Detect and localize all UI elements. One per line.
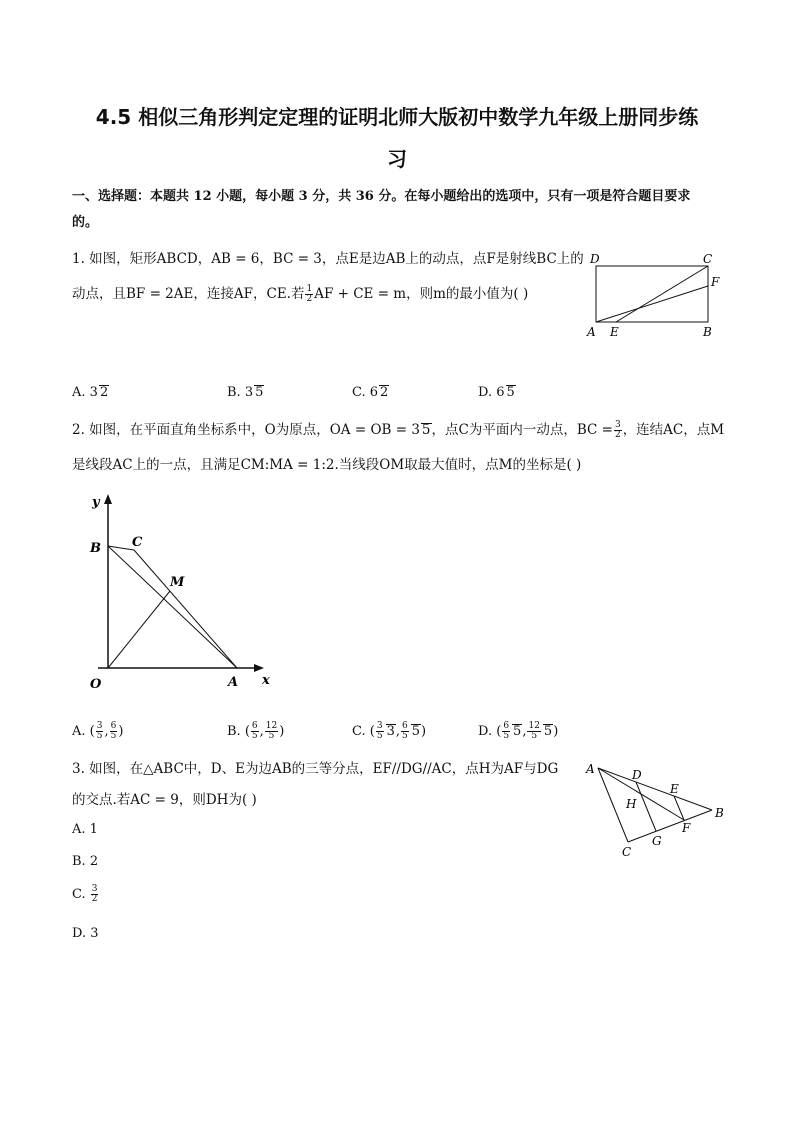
option-value: 2 — [89, 854, 99, 869]
q2-text-line1 — [72, 421, 724, 440]
page-title: 4.5 相似三角形判定定理的证明北师大版初中数学九年级上册同步练 — [95, 105, 699, 129]
q2-text-part2: ，点C为平面内一动点，BC = — [431, 422, 613, 438]
option-radicand: 2 — [99, 385, 109, 400]
q2-text-line2: 是线段AC上的一点，且满足CM:MA = 1:2.当线段OM取最大值时，点M的坐标是( ) — [72, 457, 582, 473]
section-heading: 一、选择题：本题共 12 小题，每小题 3 分，共 36 分。在每小题给出的选项中，只有一项是符合题目要求 — [72, 189, 691, 204]
frac-num: 3 — [96, 721, 103, 731]
side-cb — [628, 810, 712, 842]
option-coef: 6 — [369, 385, 379, 400]
paren-open: ( — [89, 724, 95, 739]
rectangle-abcd — [596, 266, 708, 322]
sqrt-sign — [386, 724, 396, 738]
segment-dg — [636, 782, 656, 831]
q3-text-line2: 的交点.若AC = 9，则DH为( ) — [72, 792, 257, 808]
frac-x — [502, 722, 510, 741]
label-h: H — [626, 797, 637, 811]
sqrt-sign — [506, 385, 516, 399]
label-b: B — [715, 806, 724, 820]
frac-x — [96, 722, 104, 741]
frac-y — [110, 722, 118, 741]
q1-text-part1: 动点，且BF = 2AE，连接AF，CE.若 — [72, 286, 305, 302]
label-m: M — [170, 575, 185, 590]
radicand: 5 — [411, 724, 420, 739]
paren-open: ( — [369, 724, 375, 739]
sqrt-sign — [543, 724, 553, 738]
option-radicand: 2 — [380, 385, 389, 400]
sqrt-sign — [421, 423, 432, 437]
sqrt-sign — [379, 385, 389, 399]
radicand: 5 — [543, 724, 553, 739]
label-o: O — [90, 677, 102, 692]
label-c: C — [622, 845, 632, 859]
label-g: G — [652, 834, 662, 848]
option-letter: D. — [72, 926, 91, 941]
q2-frac-den: 2 — [614, 430, 621, 440]
q2-option-b[interactable] — [227, 722, 284, 741]
q1-rectangle-figure — [584, 248, 734, 343]
section-heading-continued: 的。 — [72, 215, 99, 230]
y-axis-arrow-icon — [104, 494, 112, 504]
option-radicand: 5 — [255, 385, 264, 400]
side-ac — [598, 768, 628, 842]
label-c: C — [132, 535, 143, 550]
comma: , — [522, 724, 527, 739]
option-letter: B. — [227, 724, 245, 739]
q1-option-a[interactable] — [72, 384, 109, 402]
segment-ce — [616, 266, 708, 322]
option-letter: D. — [478, 385, 497, 400]
segment-af — [596, 286, 708, 322]
option-letter: A. — [72, 822, 90, 837]
frac-den: 5 — [268, 731, 275, 741]
comma: , — [104, 724, 109, 739]
sqrt-sign — [411, 724, 421, 738]
q1-option-b[interactable] — [227, 384, 264, 402]
frac-num: 6 — [503, 721, 510, 731]
frac-y — [401, 722, 409, 741]
frac-den: 5 — [531, 731, 538, 741]
option-letter: A. — [72, 724, 90, 739]
frac-den: 2 — [91, 894, 98, 904]
label-c: C — [703, 252, 713, 266]
q1-frac-den: 2 — [306, 294, 313, 304]
option-coef: 3 — [89, 385, 98, 400]
segment-ba — [108, 546, 237, 668]
paren-close: ) — [118, 724, 124, 739]
frac-den: 5 — [503, 731, 510, 741]
option-value: 3 — [90, 926, 99, 941]
label-b: B — [90, 541, 101, 556]
frac-x — [251, 722, 259, 741]
frac-y — [527, 722, 540, 741]
q2-fraction — [614, 421, 622, 440]
label-y: y — [92, 495, 100, 510]
q2-text-part1: 2. 如图，在平面直角坐标系中，O为原点，OA = OB = 3 — [72, 422, 420, 438]
q3-option-b[interactable] — [72, 853, 98, 871]
q3-option-a[interactable] — [72, 821, 98, 839]
page-title-continued: 习 — [387, 147, 407, 171]
frac-den: 5 — [376, 731, 383, 741]
segment-om — [108, 591, 170, 668]
paren-open: ( — [496, 724, 502, 739]
option-letter: B. — [72, 854, 90, 869]
option-coef: 6 — [496, 385, 505, 400]
frac-x — [376, 722, 384, 741]
q2-option-d[interactable] — [478, 722, 558, 741]
frac-num: 3 — [91, 884, 98, 894]
q1-fraction — [305, 285, 313, 304]
comma: , — [395, 724, 400, 739]
q2-coordinate-figure — [82, 488, 282, 693]
frac-y — [265, 722, 278, 741]
q2-frac-num: 3 — [614, 420, 621, 430]
frac-den: 5 — [110, 731, 117, 741]
option-coef: 3 — [244, 385, 254, 400]
comma: , — [259, 724, 264, 739]
option-letter: B. — [227, 385, 245, 400]
q3-option-c[interactable] — [72, 885, 99, 904]
label-f: F — [682, 821, 691, 835]
q2-radicand: 5 — [421, 422, 431, 438]
frac-num: 6 — [251, 721, 258, 731]
label-x: x — [262, 673, 270, 688]
q2-option-a[interactable] — [72, 722, 123, 741]
side-ab — [598, 768, 712, 810]
frac-num: 6 — [401, 721, 408, 731]
label-e: E — [610, 325, 619, 339]
option-letter: A. — [72, 385, 90, 400]
radicand: 3 — [386, 724, 395, 739]
option-letter: C. — [352, 385, 370, 400]
frac-num: 3 — [376, 721, 383, 731]
option-radicand: 5 — [506, 385, 515, 400]
q1-text-line1: 1. 如图，矩形ABCD，AB = 6，BC = 3，点E是边AB上的动点，点F是射线BC上的 — [72, 251, 584, 267]
label-a: A — [587, 325, 596, 339]
label-a: A — [586, 762, 595, 776]
sqrt-sign — [99, 385, 109, 399]
paren-close: ) — [279, 724, 285, 739]
q3-triangle-figure — [584, 758, 734, 862]
q1-text-part2: AF + CE = m，则m的最小值为( ) — [314, 286, 529, 302]
q3-text-line1: 3. 如图，在△ABC中，D、E为边AB的三等分点，EF//DG//AC，点H为AF与DG — [72, 761, 559, 777]
q2-text-part3: ，连结AC，点M — [622, 422, 725, 438]
frac-den: 5 — [251, 731, 258, 741]
label-b: B — [703, 325, 712, 339]
option-letter: C. — [352, 724, 370, 739]
frac-num: 6 — [110, 721, 117, 731]
q2-option-c[interactable] — [352, 722, 426, 741]
paren-close: ) — [553, 724, 559, 739]
label-d: D — [632, 768, 642, 782]
q3-option-d[interactable] — [72, 925, 99, 943]
label-d: D — [590, 252, 600, 266]
frac-den: 5 — [96, 731, 103, 741]
label-a: A — [228, 675, 239, 690]
segment-ca — [134, 550, 237, 668]
frac-num: 12 — [265, 721, 278, 731]
option-letter: C. — [72, 887, 90, 902]
frac-num: 12 — [528, 721, 540, 731]
x-axis-arrow-icon — [254, 664, 264, 672]
label-e: E — [670, 782, 679, 796]
q1-option-c[interactable] — [352, 384, 389, 402]
option-letter: D. — [478, 724, 497, 739]
option-fraction — [91, 885, 99, 904]
paren-close: ) — [421, 724, 427, 739]
q1-frac-num: 1 — [306, 284, 313, 294]
frac-den: 5 — [401, 731, 408, 741]
q1-text-line2 — [72, 285, 528, 304]
sqrt-sign — [254, 385, 264, 399]
sqrt-sign — [512, 724, 522, 738]
q1-option-d[interactable] — [478, 384, 516, 402]
option-value: 1 — [89, 822, 98, 837]
radicand: 5 — [513, 724, 522, 739]
paren-open: ( — [244, 724, 250, 739]
label-f: F — [711, 275, 720, 289]
